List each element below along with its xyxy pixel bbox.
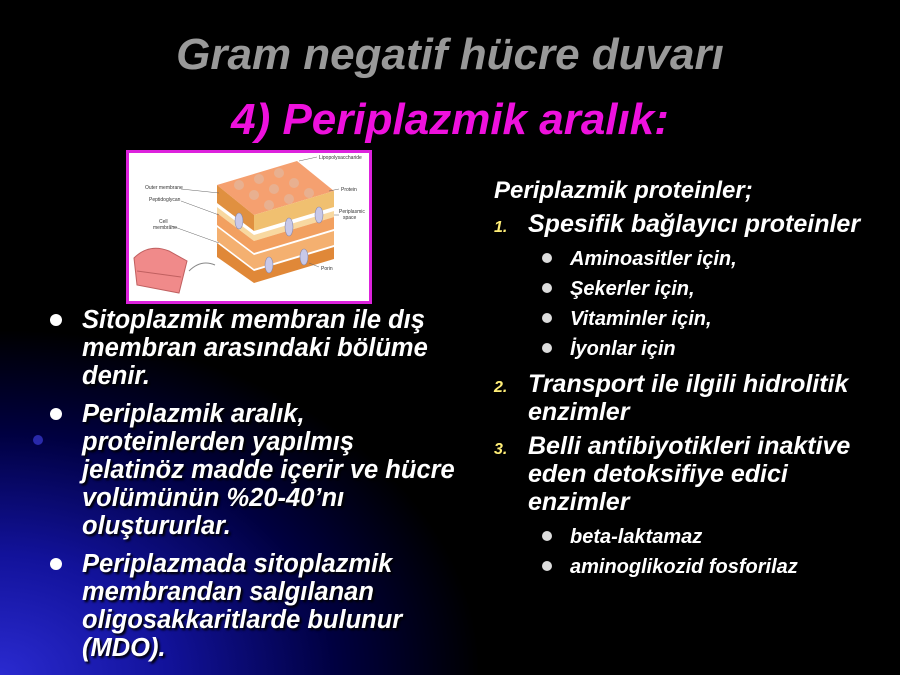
sub-item-text: Vitaminler için,: [570, 308, 712, 330]
bullet-icon: [50, 314, 62, 326]
bullet-icon: [542, 253, 552, 263]
bullet-icon: [542, 343, 552, 353]
label-peptidoglycan: Peptidoglycan: [149, 197, 181, 203]
sub-item-text: Şekerler için,: [570, 278, 695, 300]
sub-list: [494, 522, 894, 582]
cell-wall-illustration: [129, 153, 369, 301]
sub-item: [494, 304, 894, 334]
sub-item: [494, 334, 894, 364]
sub-item-text: beta-laktamaz: [570, 526, 703, 548]
sub-item-text: aminoglikozid fosforilaz: [570, 556, 798, 578]
item-text: Belli antibiyotikleri inaktive eden detoksifiye edici enzimler: [528, 432, 851, 516]
label-space: space: [343, 215, 357, 221]
label-periplasmic: Periplasmic: [339, 209, 365, 215]
item-text: Spesifik bağlayıcı proteinler: [528, 210, 861, 238]
label-membrane: membrane: [153, 225, 177, 231]
sub-item-text: İyonlar için: [570, 338, 676, 360]
bullet-text: Periplazmada sitoplazmik membrandan salgılanan oligosakkaritlarde bulunur (MDO).: [82, 550, 403, 662]
label-porin: Porin: [321, 266, 333, 272]
cell-wall-diagram: [126, 150, 372, 304]
bullet-icon: [542, 283, 552, 293]
left-bullet: [48, 550, 458, 662]
sub-item: [494, 552, 894, 582]
item-number: 3.: [494, 441, 508, 458]
item-number: 1.: [494, 219, 508, 236]
left-bullet: [48, 400, 458, 540]
label-lipopolysaccharide: Lipopolysaccharide: [319, 155, 362, 161]
slide-title: Gram negatif hücre duvarı: [176, 30, 724, 79]
numbered-item: [494, 210, 894, 238]
right-column: [494, 176, 894, 588]
right-heading: Periplazmik proteinler;: [494, 177, 753, 204]
label-outer-membrane: Outer membrane: [145, 185, 183, 191]
label-protein: Protein: [341, 187, 357, 193]
left-bullet-list: [48, 306, 458, 672]
sub-item: [494, 244, 894, 274]
item-number: 2.: [494, 379, 508, 396]
sub-list: [494, 244, 894, 364]
slide-subtitle: 4) Periplazmik aralık:: [231, 95, 669, 144]
bullet-icon: [50, 408, 62, 420]
numbered-item: [494, 370, 894, 426]
bullet-icon: [542, 313, 552, 323]
bullet-text: Periplazmik aralık, proteinlerden yapılmış jelatinöz madde içerir ve hücre volümünün %20-40’nı oluştururlar.: [82, 400, 455, 540]
sub-item: [494, 522, 894, 552]
bullet-icon: [50, 558, 62, 570]
item-text: Transport ile ilgili hidrolitik enzimler: [528, 370, 849, 426]
bullet-text: Sitoplazmik membran ile dış membran arasındaki bölüme denir.: [82, 306, 428, 390]
left-bullet: [48, 306, 458, 390]
sub-item-text: Aminoasitler için,: [570, 248, 737, 270]
sub-item: [494, 274, 894, 304]
numbered-item: [494, 432, 894, 516]
label-cell: Cell: [159, 219, 168, 225]
bullet-icon: [542, 561, 552, 571]
bullet-icon: [542, 531, 552, 541]
